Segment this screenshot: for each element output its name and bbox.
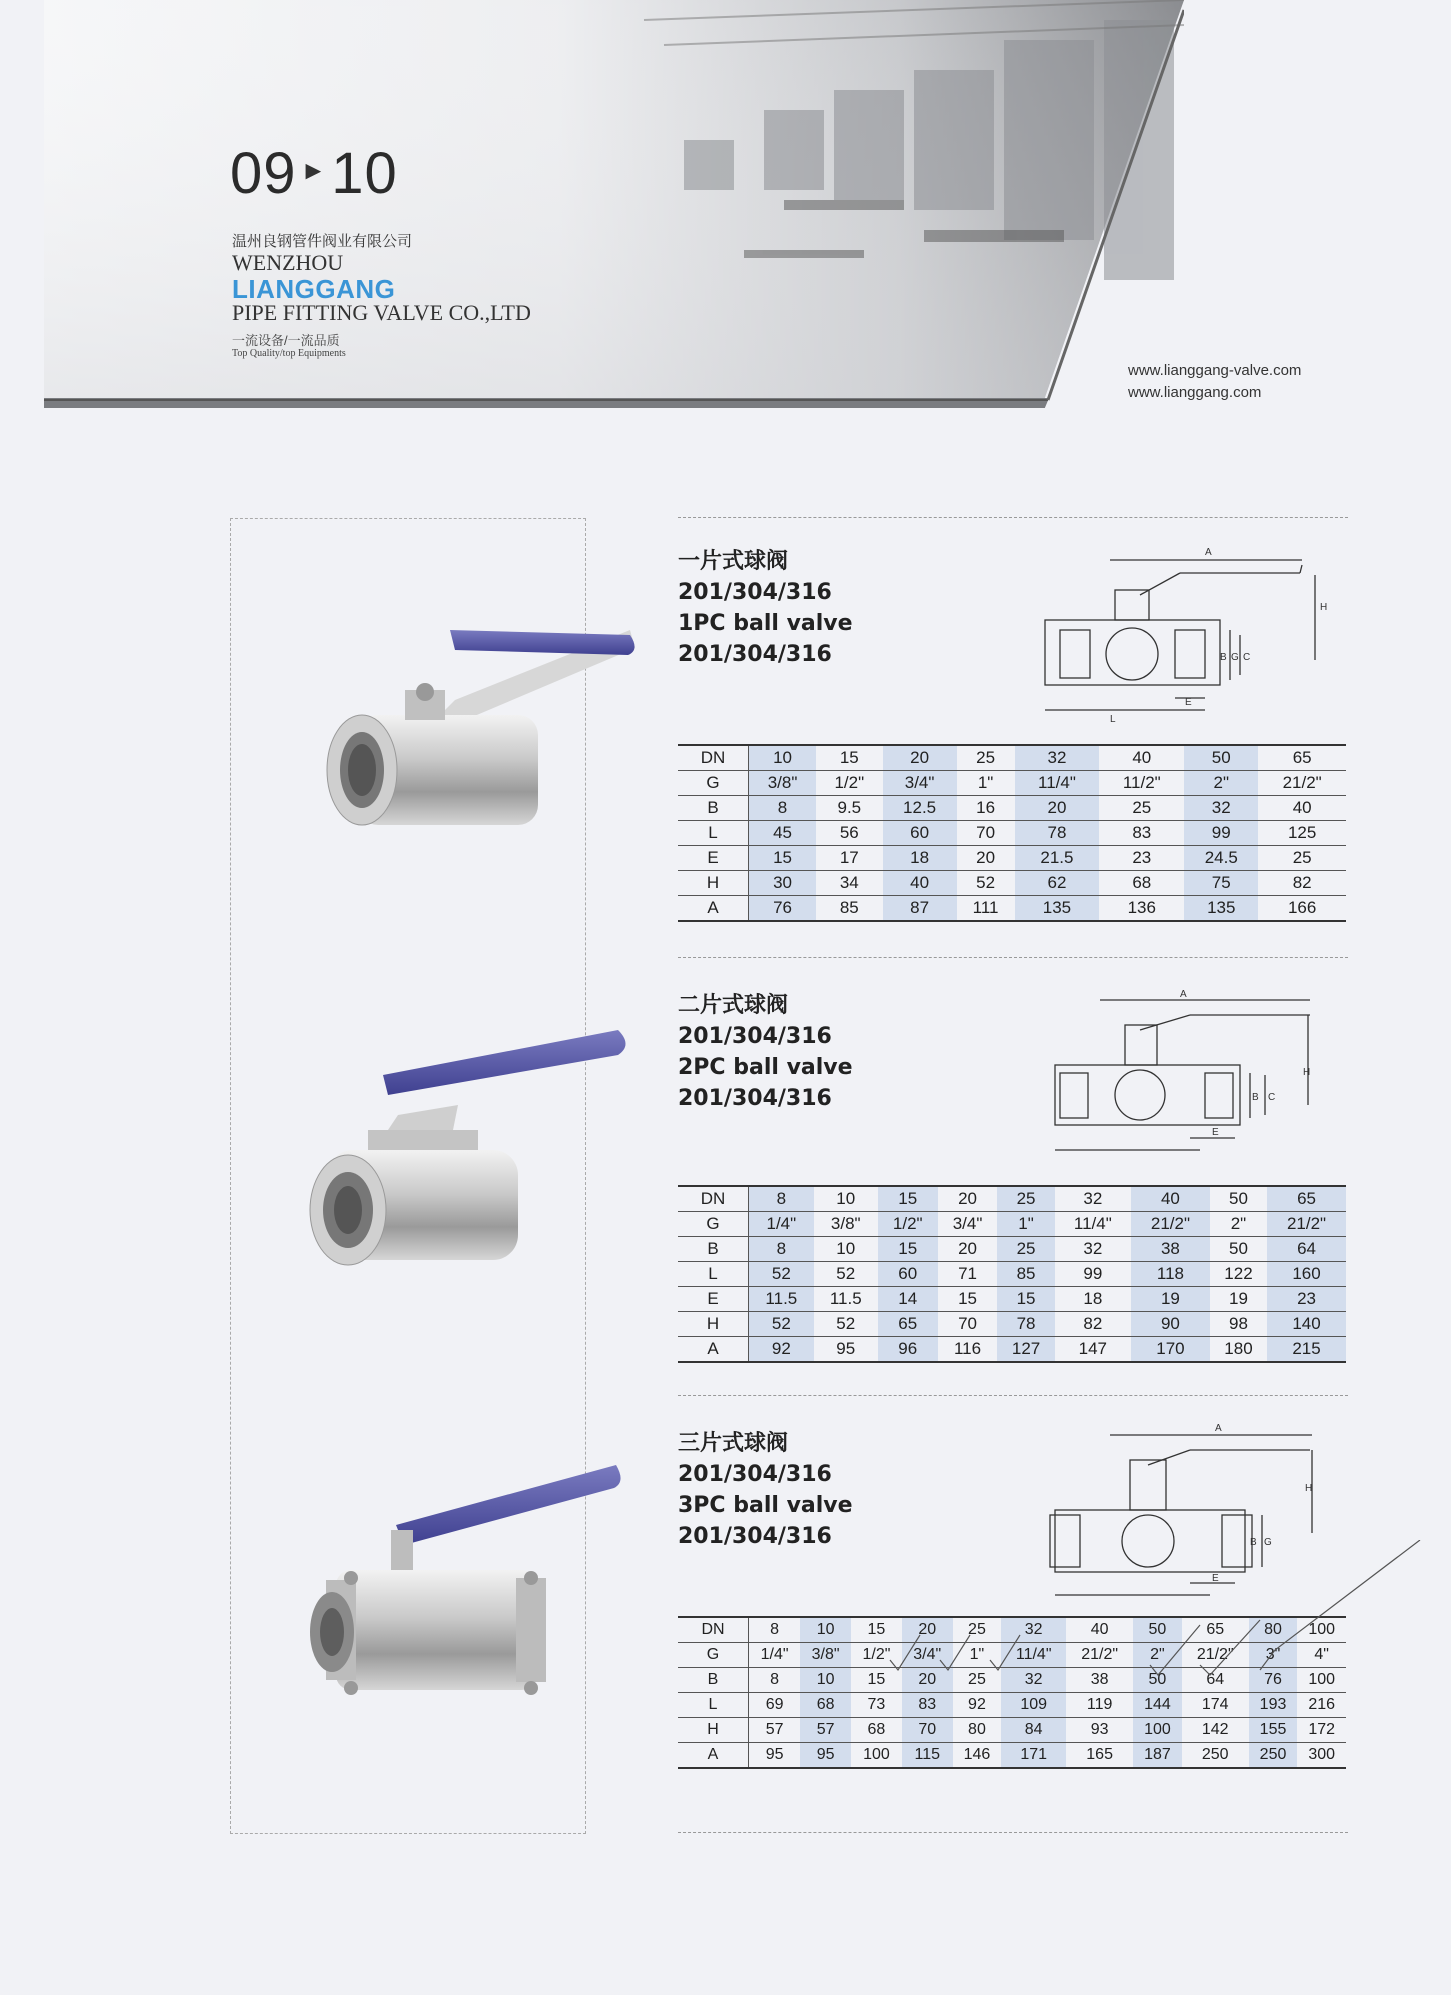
- table-row: [678, 745, 1346, 771]
- table-cell: 20: [883, 745, 957, 771]
- material-line: 201/304/316: [678, 1024, 832, 1049]
- table-cell: 8: [770, 1621, 780, 1638]
- table-cell: 4": [1297, 1643, 1346, 1668]
- table-row: [678, 1262, 1346, 1287]
- table-cell: 20: [902, 1668, 953, 1693]
- material-line: 201/304/316: [678, 642, 832, 667]
- 1pc-dimension-drawing: [1030, 535, 1350, 725]
- website-link-2[interactable]: www.lianggang.com: [1128, 384, 1262, 401]
- page-number-right: 10: [331, 141, 398, 206]
- table-cell: 65: [878, 1312, 938, 1337]
- table-row: [678, 1186, 1346, 1212]
- table-row: [678, 1212, 1346, 1237]
- table-cell: 12.5: [883, 796, 957, 821]
- table-cell: 50: [1184, 745, 1258, 771]
- table-cell: 9.5: [816, 796, 882, 821]
- title-en: 1PC ball valve: [678, 611, 853, 636]
- table-row: [678, 1237, 1346, 1262]
- table-cell: 23: [1099, 846, 1184, 871]
- table-cell: 15: [851, 1668, 902, 1693]
- table-cell: 20: [902, 1617, 953, 1643]
- table-cell: 25: [997, 1237, 1054, 1262]
- table-cell: 171: [1001, 1743, 1066, 1769]
- table-row: [678, 821, 1346, 846]
- title-en: 2PC ball valve: [678, 1055, 853, 1080]
- table-cell: 15: [878, 1237, 938, 1262]
- section-title-1pc: [678, 546, 853, 670]
- table-cell: 116: [938, 1337, 998, 1363]
- dim-label: B: [1250, 1537, 1257, 1548]
- table-cell: 140: [1267, 1312, 1346, 1337]
- table-cell: 40: [1131, 1186, 1210, 1212]
- table-cell: 50: [1133, 1617, 1182, 1643]
- table-row: [678, 1693, 1346, 1718]
- row-label: L: [678, 1693, 749, 1718]
- table-cell: 32: [1055, 1237, 1131, 1262]
- table-cell: 83: [902, 1693, 953, 1718]
- table-cell: 3/4": [883, 771, 957, 796]
- slogan-cn: 一流设备/一流品质: [232, 333, 340, 348]
- table-cell: 174: [1182, 1693, 1249, 1718]
- table-cell: 57: [800, 1718, 851, 1743]
- dim-label: B: [1252, 1092, 1259, 1103]
- title-en: 3PC ball valve: [678, 1493, 853, 1518]
- row-label: B: [678, 796, 749, 821]
- table-cell: 90: [1131, 1312, 1210, 1337]
- table-cell: 144: [1133, 1693, 1182, 1718]
- table-cell: 38: [1131, 1237, 1210, 1262]
- table-cell: 19: [1210, 1287, 1267, 1312]
- dim-label: H: [1303, 1067, 1311, 1078]
- table-cell: 11.5: [814, 1287, 878, 1312]
- table-cell: 15: [839, 748, 859, 767]
- row-label: H: [678, 1312, 749, 1337]
- table-cell: 216: [1297, 1693, 1346, 1718]
- table-cell: 20: [938, 1237, 998, 1262]
- table-cell: 1/4": [749, 1643, 801, 1668]
- company-name-en-line2: LIANGGANG: [232, 274, 396, 304]
- table-cell: 30: [749, 871, 817, 896]
- table-cell: 85: [997, 1262, 1054, 1287]
- title-cn: 二片式球阀: [678, 993, 789, 1018]
- table-cell: 25: [997, 1186, 1054, 1212]
- title-cn: 一片式球阀: [678, 549, 789, 574]
- table-cell: 95: [800, 1743, 851, 1769]
- table-cell: 68: [800, 1693, 851, 1718]
- row-label: H: [678, 1718, 749, 1743]
- table-cell: 34: [816, 871, 882, 896]
- spec-table-2pc: [678, 1185, 1346, 1363]
- table-cell: 23: [1267, 1287, 1346, 1312]
- row-label: B: [678, 1668, 749, 1693]
- row-label: L: [678, 1262, 749, 1287]
- row-label: DN: [678, 1617, 749, 1643]
- table-cell: 32: [1083, 1189, 1103, 1208]
- 2pc-dimension-drawing: [1040, 985, 1340, 1160]
- table-cell: 100: [851, 1743, 902, 1769]
- table-cell: 155: [1249, 1718, 1298, 1743]
- table-cell: 10: [814, 1237, 878, 1262]
- factory-photo-banner: [44, 0, 1184, 408]
- table-cell: 18: [1055, 1287, 1131, 1312]
- spec-table-1pc: [678, 744, 1346, 922]
- dim-label: A: [1180, 989, 1187, 1000]
- table-cell: 8: [749, 1668, 801, 1693]
- company-name-cn: 温州良钢管件阀业有限公司: [232, 233, 413, 250]
- table-cell: 127: [997, 1337, 1054, 1363]
- table-cell: 100: [1308, 1621, 1336, 1638]
- website-link-1[interactable]: www.lianggang-valve.com: [1128, 362, 1302, 379]
- table-cell: 15: [997, 1287, 1054, 1312]
- table-cell: 170: [1131, 1337, 1210, 1363]
- table-cell: 82: [1258, 871, 1346, 896]
- table-cell: 52: [957, 871, 1015, 896]
- table-cell: 50: [1210, 1237, 1267, 1262]
- table-cell: 8: [749, 796, 817, 821]
- table-cell: 147: [1055, 1337, 1131, 1363]
- table-cell: 80: [953, 1718, 1002, 1743]
- table-cell: 20: [1015, 796, 1100, 821]
- table-cell: 21/2": [1066, 1643, 1133, 1668]
- table-cell: 25: [976, 748, 996, 767]
- table-cell: 82: [1055, 1312, 1131, 1337]
- row-label: DN: [678, 745, 749, 771]
- table-cell: 40: [1132, 748, 1152, 767]
- table-cell: 64: [1267, 1237, 1346, 1262]
- table-cell: 11/4": [1015, 771, 1100, 796]
- row-label: B: [678, 1237, 749, 1262]
- table-cell: 25: [953, 1668, 1002, 1693]
- table-cell: 3/4": [902, 1643, 953, 1668]
- table-cell: 100: [1297, 1668, 1346, 1693]
- 2pc-ball-valve-image: [288, 1020, 648, 1290]
- table-row: [678, 846, 1346, 871]
- table-cell: 96: [878, 1337, 938, 1363]
- table-cell: 32: [1001, 1668, 1066, 1693]
- section-divider: [678, 957, 1348, 958]
- table-cell: 15: [878, 1186, 938, 1212]
- table-cell: 160: [1267, 1262, 1346, 1287]
- table-row: [678, 771, 1346, 796]
- table-cell: 56: [816, 821, 882, 846]
- table-cell: 215: [1267, 1337, 1346, 1363]
- table-cell: 17: [816, 846, 882, 871]
- dim-label: C: [1268, 1092, 1276, 1103]
- table-cell: 76: [1249, 1668, 1298, 1693]
- table-cell: 65: [1267, 1186, 1346, 1212]
- table-cell: 1/2": [878, 1212, 938, 1237]
- material-line: 201/304/316: [678, 580, 832, 605]
- table-cell: 52: [749, 1312, 814, 1337]
- table-cell: 78: [997, 1312, 1054, 1337]
- table-cell: 87: [883, 896, 957, 922]
- table-cell: 21/2": [1182, 1643, 1249, 1668]
- table-row: [678, 1287, 1346, 1312]
- table-cell: 92: [953, 1693, 1002, 1718]
- table-cell: 52: [814, 1262, 878, 1287]
- table-cell: 93: [1066, 1718, 1133, 1743]
- table-cell: 40: [1258, 796, 1346, 821]
- table-cell: 45: [749, 821, 817, 846]
- material-line: 201/304/316: [678, 1462, 832, 1487]
- row-label: L: [678, 821, 749, 846]
- table-cell: 73: [851, 1693, 902, 1718]
- dim-label: B: [1220, 652, 1227, 663]
- dim-label: G: [1231, 652, 1239, 663]
- table-cell: 165: [1066, 1743, 1133, 1769]
- table-cell: 70: [957, 821, 1015, 846]
- table-row: [678, 796, 1346, 821]
- table-cell: 64: [1182, 1668, 1249, 1693]
- row-label: E: [678, 1287, 749, 1312]
- table-cell: 15: [938, 1287, 998, 1312]
- table-cell: 21/2": [1258, 771, 1346, 796]
- table-cell: 135: [1015, 896, 1100, 922]
- table-cell: 250: [1182, 1743, 1249, 1769]
- table-cell: 1": [953, 1643, 1002, 1668]
- row-label: A: [678, 896, 749, 922]
- table-cell: 70: [938, 1312, 998, 1337]
- row-label: G: [678, 771, 749, 796]
- 1pc-ball-valve-image: [290, 620, 650, 860]
- table-cell: 20: [958, 1189, 977, 1208]
- page-number: [230, 140, 398, 207]
- table-cell: 15: [867, 1621, 886, 1638]
- table-cell: 50: [1133, 1668, 1182, 1693]
- dim-label: H: [1320, 602, 1328, 613]
- row-label: H: [678, 871, 749, 896]
- section-title-2pc: [678, 990, 853, 1114]
- table-cell: 11/4": [1055, 1212, 1131, 1237]
- table-cell: 3/8": [800, 1643, 851, 1668]
- table-row: [678, 1337, 1346, 1363]
- table-cell: 166: [1258, 896, 1346, 922]
- arrow-right-icon: ►: [300, 155, 328, 185]
- table-cell: 1/2": [851, 1643, 902, 1668]
- dim-label: E: [1212, 1573, 1219, 1584]
- dim-label: A: [1205, 547, 1212, 558]
- table-cell: 95: [749, 1743, 801, 1769]
- table-cell: 1/4": [749, 1212, 814, 1237]
- company-name-en-line3: PIPE FITTING VALVE CO.,LTD: [232, 300, 531, 325]
- table-cell: 25: [968, 1621, 986, 1638]
- table-cell: 10: [800, 1617, 851, 1643]
- table-cell: 10: [749, 745, 817, 771]
- table-cell: 2": [1210, 1212, 1267, 1237]
- table-cell: 25: [1099, 796, 1184, 821]
- table-cell: 119: [1066, 1693, 1133, 1718]
- table-cell: 78: [1015, 821, 1100, 846]
- table-cell: 38: [1066, 1668, 1133, 1693]
- table-cell: 99: [1055, 1262, 1131, 1287]
- dim-label: E: [1185, 697, 1192, 708]
- table-cell: 172: [1297, 1718, 1346, 1743]
- table-cell: 60: [878, 1262, 938, 1287]
- table-cell: 62: [1015, 871, 1100, 896]
- table-cell: 1": [997, 1212, 1054, 1237]
- table-cell: 15: [749, 846, 817, 871]
- section-divider: [678, 1832, 1348, 1833]
- table-cell: 68: [1099, 871, 1184, 896]
- table-cell: 40: [1090, 1621, 1109, 1638]
- row-label: E: [678, 846, 749, 871]
- header-banner: [44, 0, 1184, 408]
- table-cell: 32: [1015, 745, 1100, 771]
- table-cell: 100: [1133, 1718, 1182, 1743]
- table-cell: 2": [1133, 1643, 1182, 1668]
- table-row: [678, 871, 1346, 896]
- table-row: [678, 1743, 1346, 1769]
- table-cell: 18: [883, 846, 957, 871]
- table-cell: 83: [1099, 821, 1184, 846]
- table-cell: 20: [957, 846, 1015, 871]
- section-divider: [678, 1395, 1348, 1396]
- table-cell: 60: [883, 821, 957, 846]
- row-label: A: [678, 1743, 749, 1769]
- table-cell: 111: [957, 896, 1015, 922]
- table-cell: 1/2": [816, 771, 882, 796]
- table-cell: 10: [800, 1668, 851, 1693]
- title-cn: 三片式球阀: [678, 1431, 789, 1456]
- table-cell: 70: [902, 1718, 953, 1743]
- table-cell: 65: [1206, 1621, 1225, 1638]
- table-cell: 300: [1297, 1743, 1346, 1769]
- table-cell: 11.5: [749, 1287, 814, 1312]
- table-cell: 21/2": [1131, 1212, 1210, 1237]
- table-cell: 11/4": [1001, 1643, 1066, 1668]
- table-cell: 69: [749, 1693, 801, 1718]
- table-cell: 85: [816, 896, 882, 922]
- table-cell: 135: [1184, 896, 1258, 922]
- company-name-en-line1: WENZHOU: [232, 250, 344, 275]
- material-line: 201/304/316: [678, 1086, 832, 1111]
- table-cell: 2": [1184, 771, 1258, 796]
- table-cell: 68: [851, 1718, 902, 1743]
- table-cell: 180: [1210, 1337, 1267, 1363]
- table-cell: 118: [1131, 1262, 1210, 1287]
- table-cell: 57: [749, 1718, 801, 1743]
- table-cell: 21.5: [1015, 846, 1100, 871]
- table-cell: 98: [1210, 1312, 1267, 1337]
- table-cell: 3/8": [814, 1212, 878, 1237]
- table-cell: 19: [1131, 1287, 1210, 1312]
- material-line: 201/304/316: [678, 1524, 832, 1549]
- table-cell: 21/2": [1267, 1212, 1346, 1237]
- table-cell: 8: [749, 1186, 814, 1212]
- table-cell: 136: [1099, 896, 1184, 922]
- 3pc-ball-valve-image: [296, 1460, 636, 1710]
- table-cell: 109: [1001, 1693, 1066, 1718]
- table-cell: 32: [1001, 1617, 1066, 1643]
- table-cell: 16: [957, 796, 1015, 821]
- table-cell: 24.5: [1184, 846, 1258, 871]
- table-cell: 3": [1249, 1643, 1298, 1668]
- row-label: G: [678, 1212, 749, 1237]
- table-row: [678, 1718, 1346, 1743]
- table-cell: 71: [938, 1262, 998, 1287]
- table-cell: 11/2": [1099, 771, 1184, 796]
- table-cell: 1": [957, 771, 1015, 796]
- table-cell: 115: [902, 1743, 953, 1769]
- dim-label: C: [1243, 652, 1251, 663]
- table-cell: 52: [749, 1262, 814, 1287]
- table-cell: 187: [1133, 1743, 1182, 1769]
- table-cell: 65: [1292, 748, 1312, 767]
- table-cell: 52: [814, 1312, 878, 1337]
- table-cell: 122: [1210, 1262, 1267, 1287]
- dim-label: G: [1264, 1537, 1272, 1548]
- slogan-en: Top Quality/top Equipments: [232, 348, 346, 359]
- table-cell: 76: [749, 896, 817, 922]
- row-label: G: [678, 1643, 749, 1668]
- table-cell: 95: [814, 1337, 878, 1363]
- dim-label: E: [1212, 1127, 1219, 1138]
- table-cell: 250: [1249, 1743, 1298, 1769]
- table-cell: 75: [1184, 871, 1258, 896]
- section-divider: [678, 517, 1348, 518]
- dim-label: L: [1110, 714, 1116, 725]
- table-cell: 40: [883, 871, 957, 896]
- page-number-left: 09: [230, 141, 297, 206]
- table-cell: 146: [953, 1743, 1002, 1769]
- section-title-3pc: [678, 1428, 853, 1552]
- table-row: [678, 896, 1346, 922]
- table-cell: 193: [1249, 1693, 1298, 1718]
- table-cell: 92: [749, 1337, 814, 1363]
- table-cell: 142: [1182, 1718, 1249, 1743]
- table-cell: 80: [1249, 1617, 1298, 1643]
- table-cell: 32: [1184, 796, 1258, 821]
- handwritten-check-marks: [880, 1540, 1440, 1680]
- table-cell: 125: [1258, 821, 1346, 846]
- dim-label: H: [1305, 1483, 1313, 1494]
- table-cell: 10: [836, 1189, 856, 1208]
- table-cell: 84: [1001, 1718, 1066, 1743]
- row-label: DN: [678, 1186, 749, 1212]
- table-cell: 3/4": [938, 1212, 998, 1237]
- row-label: A: [678, 1337, 749, 1363]
- table-cell: 50: [1229, 1189, 1248, 1208]
- table-cell: 3/8": [749, 771, 817, 796]
- table-cell: 8: [749, 1237, 814, 1262]
- table-cell: 25: [1258, 846, 1346, 871]
- table-cell: 99: [1184, 821, 1258, 846]
- dim-label: A: [1215, 1423, 1222, 1434]
- table-cell: 14: [878, 1287, 938, 1312]
- table-row: [678, 1312, 1346, 1337]
